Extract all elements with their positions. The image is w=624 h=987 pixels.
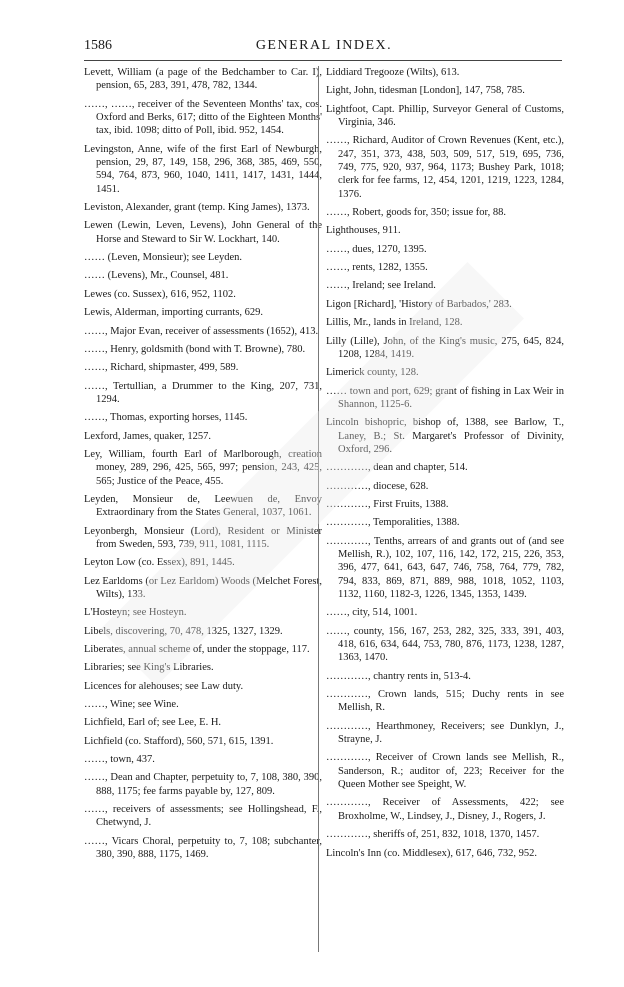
index-entry: ……, Dean and Chapter, perpetuity to, 7, 108, 380, 390, 888, 1175; fee farms payable by, 127, 809. [84,772,322,797]
right-column [326,66,564,865]
index-entry: ……, Thomas, exporting horses, 1145. [84,412,248,424]
index-entry: Leviston, Alexander, grant (temp. King James), 1373. [84,202,310,214]
index-entry: Libraries; see King's Libraries. [84,662,214,674]
index-entry: …………, Tenths, arrears of and grants out of (and see Mellish, R.), 102, 107, 116, 142, 172, 215, 226, 353, 396, 477, 641, 643, 647, 746, 758, 764, 779, 782, 794, 833, 869, 871, 889, 988, 1018, 1052, 1103, 1132, 1160, 1182-3, 1226, 1345, 1353, 1439. [326,535,564,600]
left-column [84,66,322,867]
index-entry: Lichfield (co. Stafford), 560, 571, 615, 1391. [84,735,274,747]
index-entry: Leyton Low (co. Essex), 891, 1445. [84,557,235,569]
index-entry: ……, receivers of assessments; see Hollingshead, F., Chetwynd, J. [84,804,322,829]
index-entry: Liberates, annual scheme of, under the stoppage, 117. [84,644,310,656]
index-entry: ……, town, 437. [84,754,155,766]
page-number: 1586 [84,38,112,53]
index-entry: Leyden, Monsieur de, Leewuen de, Envoy Extraordinary from the States General, 1037, 1061. [84,493,322,519]
index-entry: L'Hosteyn; see Hosteyn. [84,607,187,619]
index-entry: ……, dues, 1270, 1395. [326,243,427,255]
index-entry: Lewis, Alderman, importing currants, 629. [84,307,264,319]
index-entry: ……, Richard, shipmaster, 499, 589. [84,362,239,374]
index-entry: Lightfoot, Capt. Phillip, Surveyor General of Customs, Virginia, 346. [326,103,564,129]
index-entry: Leyonbergh, Monsieur (Lord), Resident or Minister from Sweden, 593, 739, 911, 1081, 1115. [84,525,322,550]
index-entry: Ligon [Richard], 'History of Barbados,' 283. [326,298,512,310]
index-entry: Lighthouses, 911. [326,225,401,237]
index-entry: ……, Vicars Choral, perpetuity to, 7, 108; subchanter, 380, 390, 888, 1175, 1469. [84,835,322,861]
index-entry: ……, Tertullian, a Drummer to the King, 207, 731, 1294. [84,380,322,405]
index-entry: Levett, William (a page of the Bedchamber to Car. I), pension, 65, 283, 391, 478, 782, 1344. [84,67,322,92]
index-entry: …………, dean and chapter, 514. [326,462,468,474]
index-entry: Lewes (co. Sussex), 616, 952, 1102. [84,288,236,300]
index-entry: …… (Leven, Monsieur); see Leyden. [84,252,243,264]
index-entry: Lichfield, Earl of; see Lee, E. H. [84,717,222,729]
index-entry: …………, sheriffs of, 251, 832, 1018, 1370, 1457. [326,829,540,841]
index-entry: …………, chantry rents in, 513-4. [326,670,471,682]
index-entry: Lilly (Lille), John, of the King's music, 275, 645, 824, 1208, 1284, 1419. [326,335,564,360]
index-entry: Light, John, tidesman [London], 147, 758, 785. [326,85,525,97]
index-entry: …… town and port, 629; grant of fishing in Lax Weir in Shannon, 1125-6. [326,385,564,410]
index-entry: …………, Crown lands, 515; Duchy rents in see Mellish, R. [326,689,564,714]
index-entry: ……, rents, 1282, 1355. [326,262,428,274]
index-entry: …………, First Fruits, 1388. [326,498,449,510]
index-entry: …… (Levens), Mr., Counsel, 481. [84,270,229,282]
index-entry: Licences for alehouses; see Law duty. [84,680,244,692]
index-entry: Lillis, Mr., lands in Ireland, 128. [326,317,463,329]
index-entry: ……, county, 156, 167, 253, 282, 325, 333, 391, 403, 418, 616, 634, 644, 753, 780, 876, 1173, 1238, 1287, 1363, 1470. [326,625,564,664]
index-entry: Lez Earldoms (or Lez Earldom) Woods (Melchet Forest, Wilts), 133. [84,575,322,600]
index-entry: …………, Hearthmoney, Receivers; see Dunklyn, J., Strayne, J. [326,720,564,746]
header-rule [84,60,562,61]
index-entry: ……, Robert, goods for, 350; issue for, 88. [326,207,506,219]
index-entry: Lincoln bishopric, bishop of, 1388, see Barlow, T., Laney, B.; St. Margaret's Professor of Divinity, Oxford, 296. [326,417,564,455]
index-entry: ……, ……, receiver of the Seventeen Months' tax, cos. Oxford and Berks, 617; ditto of the Eighteen Months' tax, ibid. 1098; ditto of Poll, ibid. 952, 1454. [84,98,322,137]
index-entry: Lincoln's Inn (co. Middlesex), 617, 646, 732, 952. [326,847,537,859]
index-entry: ……, Henry, goldsmith (bond with T. Browne), 780. [84,343,306,355]
index-entry: Ley, William, fourth Earl of Marlborough, creation money, 289, 296, 425, 565, 997; pension, 243, 425, 565; Justice of the Peace, 455. [84,448,322,487]
index-entry: ……, Major Evan, receiver of assessments (1652), 413. [84,325,319,337]
running-title: GENERAL INDEX. [255,38,393,53]
index-entry: …………, Temporalities, 1388. [326,517,460,529]
index-entry: Lewen (Lewin, Leven, Levens), John General of the Horse and Steward to Sir W. Lockhart, 140. [84,220,322,245]
index-entry: ……, Ireland; see Ireland. [326,280,436,292]
index-entry: Liddiard Tregooze (Wilts), 613. [326,67,460,78]
index-entry: …………, Receiver of Crown lands see Mellish, R., Sanderson, R.; auditor of, 223; Receiver for the Queen Mother see Speight, W. [326,752,564,791]
index-entry: Libels, discovering, 70, 478, 1325, 1327, 1329. [84,625,283,637]
index-entry: …………, Receiver of Assessments, 422; see Broxholme, W., Lindsey, J., Disney, J., Rogers, J. [326,797,564,822]
index-entry: Limerick county, 128. [326,367,419,379]
index-entry: Levingston, Anne, wife of the first Earl of Newburgh, pension, 29, 87, 149, 158, 296, 368, 385, 469, 550, 594, 764, 873, 960, 1040, 1411, 1417, 1431, 1444, 1451. [84,143,322,195]
index-entry: ……, Wine; see Wine. [84,699,179,711]
page-header [84,38,564,58]
index-entry: ……, Richard, Auditor of Crown Revenues (Kent, etc.), 247, 351, 373, 438, 503, 509, 517, 519, 695, 736, 749, 775, 920, 937, 964, 1173; Bushey Park, 1018; clerk for fee farms, 12, 454, 1201, 1219, 1223, 1284, 1376. [326,135,564,200]
index-entry: Lexford, James, quaker, 1257. [84,430,211,442]
index-entry: …………, diocese, 628. [326,480,429,492]
column-divider [318,66,319,952]
index-entry: ……, city, 514, 1001. [326,607,418,619]
